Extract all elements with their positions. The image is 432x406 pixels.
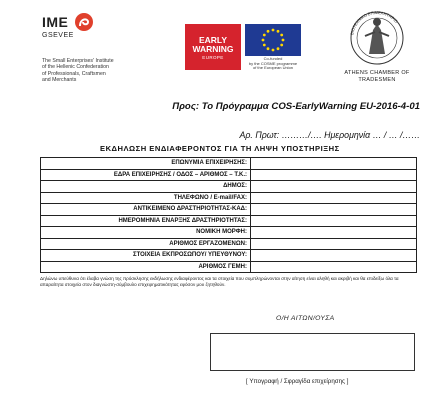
table-row — [41, 250, 417, 262]
field-value-employees[interactable] — [251, 238, 417, 250]
early-warning-title-line1: EARLY — [198, 35, 228, 45]
recipient-line: Προς: Το Πρόγραμμα COS-EarlyWarning EU-2016-4-01 — [172, 101, 420, 112]
eu-caption-line: by the COSME programme — [248, 60, 298, 66]
eu-stars-icon — [245, 24, 301, 56]
athens-chamber-name-line2: TRADESMEN — [358, 77, 396, 83]
field-value-legal-form[interactable] — [251, 227, 417, 239]
early-warning-title-line2: WARNING — [192, 44, 234, 54]
ime-description-line: and Merchants — [42, 76, 77, 83]
field-label-employees: ΑΡΙΘΜΟΣ ΕΡΓΑΖΟΜΕΝΩΝ: — [41, 238, 251, 250]
ime-description-line: of Professionals, Craftsmen — [42, 70, 106, 77]
table-row — [41, 169, 417, 181]
field-label-phone-email-fax: ΤΗΛΕΦΩΝΟ / E-mail/FAX: — [41, 192, 251, 204]
eu-flag-icon — [245, 24, 301, 56]
field-label-gemi-number: ΑΡΙΘΜΟΣ ΓΕΜΗ: — [41, 261, 251, 273]
field-label-municipality: ΔΗΜΟΣ: — [41, 181, 251, 193]
field-value-activity-kad[interactable] — [251, 204, 417, 216]
protocol-number-date-line: Αρ. Πρωτ: ………/…. Ημερομηνία … / … /…… — [239, 130, 420, 140]
field-label-address: ΕΔΡΑ ΕΠΙΧΕΙΡΗΣΗΣ / ΟΔΟΣ – ΑΡΙΘΜΟΣ – Τ.Κ.: — [41, 169, 251, 181]
field-value-address[interactable] — [251, 169, 417, 181]
field-value-municipality[interactable] — [251, 181, 417, 193]
table-row — [41, 227, 417, 239]
table-row — [41, 204, 417, 216]
table-row — [41, 215, 417, 227]
eu-cofunded-caption — [243, 57, 303, 71]
table-row — [41, 238, 417, 250]
signature-caption: [ Υπογραφή / Σφραγίδα επιχείρησης ] — [246, 378, 349, 385]
field-label-start-date: ΗΜΕΡΟΜΗΝΙΑ ΕΝΑΡΞΗΣ ΔΡΑΣΤΗΡΙΟΤΗΤΑΣ: — [41, 215, 251, 227]
athens-chamber-name — [333, 70, 421, 84]
emblem-arc-text: ΒΙΟΤΕΧΝΙΚΟ ΕΠΙΜΕΛΗΤΗΡΙΟ — [349, 9, 399, 36]
field-value-company-name[interactable] — [251, 158, 417, 170]
table-row — [41, 192, 417, 204]
athens-chamber-logo — [333, 8, 421, 98]
responsibility-declaration: Δηλώνω υπεύθυνα ότι έλαβα γνώση της πρόσκλησης εκδήλωσης ενδιαφέροντος και τα στοιχεία που συμπληρώνονται στην αίτηση είναι αληθή και ακριβή και θα επιδείξω όλα τα απαραίτητα στοιχεία στον διαγνώστη-σύμβουλο επιχειρηματικότητας εφόσον μου ζητηθούν. — [40, 276, 399, 288]
field-value-phone-email-fax[interactable] — [251, 192, 417, 204]
form-title: ΕΚΔΗΛΩΣΗ ΕΝΔΙΑΦΕΡΟΝΤΟΣ ΓΙΑ ΤΗ ΛΗΨΗ ΥΠΟΣΤΗΡΙΞΗΣ — [100, 144, 340, 153]
field-label-company-name: ΕΠΩΝΥΜΙΑ ΕΠΙΧΕΙΡΗΣΗΣ: — [41, 158, 251, 170]
early-warning-title — [185, 36, 241, 54]
field-label-representative: ΣΤΟΙΧΕΙΑ ΕΚΠΡΟΣΩΠΟΥ/ ΥΠΕΥΘΥΝΟΥ: — [41, 250, 251, 262]
eu-caption-line: of the European Union — [252, 65, 294, 71]
field-value-representative[interactable] — [251, 250, 417, 262]
ime-description-line: The Small Enterprises' Institute — [42, 58, 114, 64]
athens-chamber-name-line1: ATHENS CHAMBER OF — [344, 70, 410, 76]
signature-box[interactable] — [210, 333, 415, 371]
ime-brand: IME — [42, 14, 69, 30]
field-label-activity-kad: ΑΝΤΙΚΕΙΜΕΝΟ ΔΡΑΣΤΗΡΙΟΤΗΤΑΣ-ΚΑΔ: — [41, 204, 251, 216]
ime-sub-brand: GSEVEE — [42, 32, 74, 39]
table-row — [41, 261, 417, 273]
expression-of-interest-table — [40, 157, 417, 273]
athens-chamber-emblem-icon — [345, 8, 409, 68]
early-warning-subtitle: EUROPE — [202, 55, 224, 60]
ime-description-line: of the Hellenic Confederation — [42, 64, 109, 71]
field-value-gemi-number[interactable] — [251, 261, 417, 273]
ime-gsevee-logo — [40, 10, 160, 90]
field-value-start-date[interactable] — [251, 215, 417, 227]
signatory-label: Ο/Η ΑΙΤΩΝ/ΟΥΣΑ — [276, 315, 335, 322]
early-warning-logo — [185, 24, 303, 74]
field-label-legal-form: ΝΟΜΙΚΗ ΜΟΡΦΗ: — [41, 227, 251, 239]
ime-swirl-icon — [74, 12, 94, 32]
table-row — [41, 181, 417, 193]
eu-caption-line: Co-funded — [263, 56, 283, 61]
ime-description — [42, 58, 160, 83]
early-warning-badge — [185, 24, 241, 70]
table-row — [41, 158, 417, 170]
